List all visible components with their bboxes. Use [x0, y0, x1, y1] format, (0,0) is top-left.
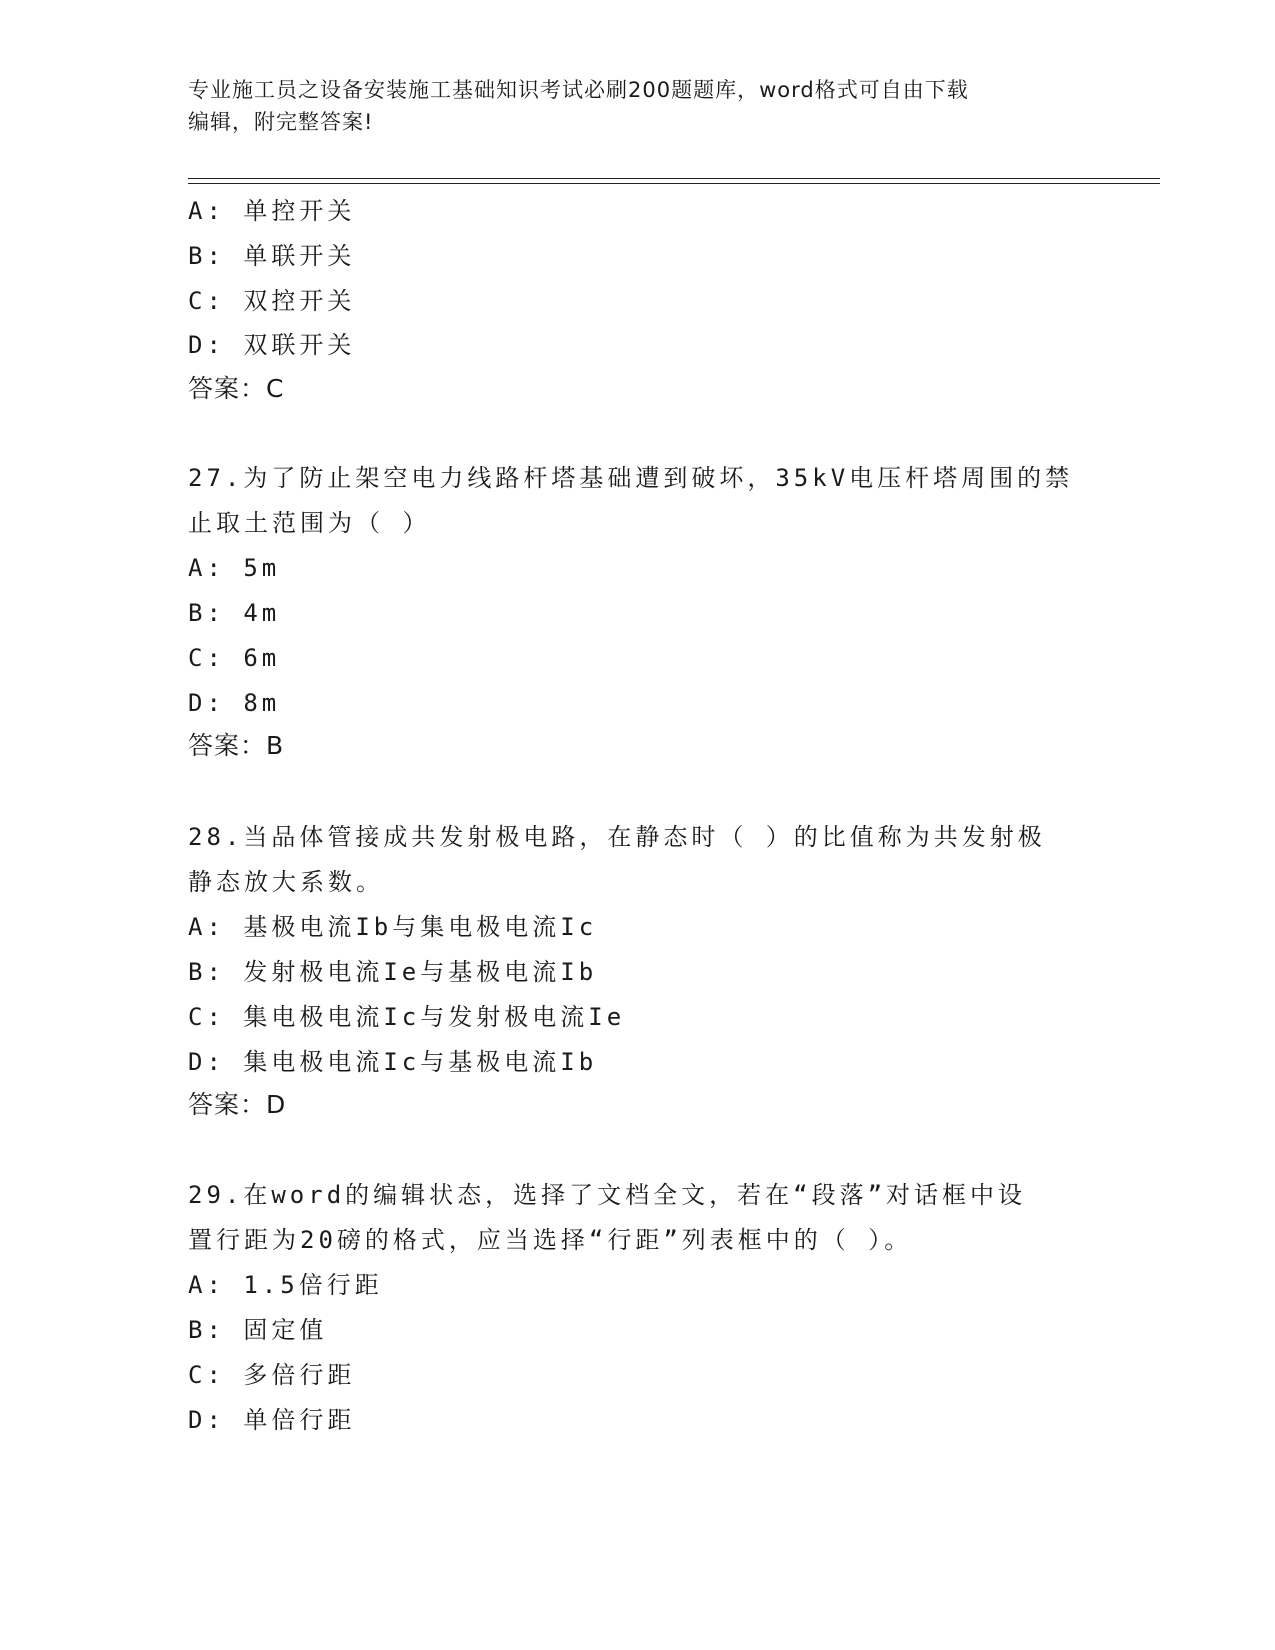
option-d: D: 单倍行距 [188, 1406, 356, 1434]
option-b: B: 单联开关 [188, 242, 356, 270]
option-c: C: 多倍行距 [188, 1361, 356, 1389]
header-divider-bottom [188, 183, 1160, 184]
question-stem-line-1: 28.当品体管接成共发射极电路，在静态时（ ）的比值称为共发射极 [188, 823, 1046, 851]
answer: 答案：B [188, 731, 285, 760]
header-divider-top [188, 178, 1160, 179]
option-a: A: 单控开关 [188, 197, 356, 225]
option-d: D: 8m [188, 689, 281, 717]
question-stem-line-2: 置行距为20磅的格式，应当选择“行距”列表框中的（ ）。 [188, 1226, 913, 1254]
option-c: C: 集电极电流Ic与发射极电流Ie [188, 1003, 626, 1031]
option-a: A: 1.5倍行距 [188, 1271, 383, 1299]
answer: 答案：D [188, 1090, 287, 1119]
option-b: B: 发射极电流Ie与基极电流Ib [188, 958, 598, 986]
question-stem-line-2: 静态放大系数。 [188, 868, 384, 896]
question-stem-line-1: 29.在word的编辑状态，选择了文档全文，若在“段落”对话框中设 [188, 1181, 1027, 1209]
question-stem-line-2: 止取土范围为（ ） [188, 509, 431, 537]
header-title-line-1: 专业施工员之设备安装施工基础知识考试必刷200题题库，word格式可自由下载 [188, 78, 969, 102]
option-a: A: 5m [188, 554, 281, 582]
option-a: A: 基极电流Ib与集电极电流Ic [188, 913, 598, 941]
option-d: D: 双联开关 [188, 331, 356, 359]
option-c: C: 双控开关 [188, 287, 356, 315]
option-d: D: 集电极电流Ic与基极电流Ib [188, 1048, 598, 1076]
answer: 答案：C [188, 374, 285, 403]
option-b: B: 固定值 [188, 1316, 328, 1344]
option-b: B: 4m [188, 599, 281, 627]
question-stem-line-1: 27.为了防止架空电力线路杆塔基础遭到破坏，35kV电压杆塔周围的禁 [188, 464, 1074, 492]
header-title-line-2: 编辑，附完整答案! [188, 110, 374, 134]
document-header [188, 74, 1088, 138]
option-c: C: 6m [188, 644, 281, 672]
